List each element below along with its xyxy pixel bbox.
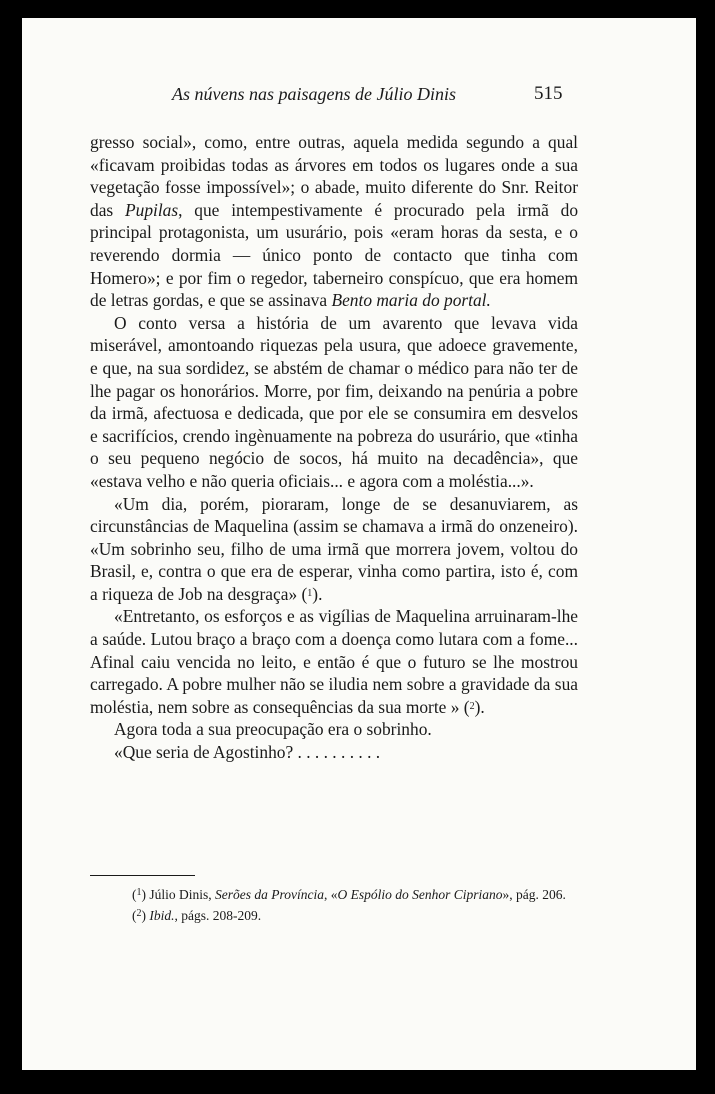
text-segment: , que intempestivamente é procurado pela irmã do principal protagonista, um usurário, pois «eram horas da sesta, e o reverendo dormia — único ponto de contacto que tinha com Homero»; e por fim o regedor, taberneiro conspícuo, que era homem de letras gordas, e que se assinava	[90, 199, 579, 311]
footnotes	[90, 883, 578, 925]
body-text	[90, 131, 578, 764]
text-segment: , págs. 208-209.	[174, 908, 262, 923]
footnote	[90, 883, 578, 904]
book-page	[22, 18, 696, 1070]
footnote-number: 2	[136, 908, 142, 919]
text-segment: «Que seria de Agostinho? . . . . . . . . . .	[114, 742, 381, 763]
paragraph	[90, 493, 578, 606]
italic-title: Serões da Província	[215, 887, 324, 902]
page-header	[22, 84, 696, 110]
page-number: 515	[534, 83, 563, 104]
footnote-number: 1	[136, 887, 142, 898]
text-segment: ).	[312, 583, 323, 604]
italic-signature: Bento maria do portal.	[331, 290, 491, 311]
text-segment: O conto versa a história de um avarento que levava vida miserável, amontoando riquezas pela usura, que adoece gravemente, e que, na sua sordidez, se abstém de chamar o médico para não ter de lhe pagar os honorários. Morre, por fim, deixando na penúria a pobre da irmã, afectuosa e dedicada, que por ele se consumira em desvelos e sacrifícios, crendo ingènuamente na pobreza do usurário, que «tinha o seu pequeno negócio de socos, há muito na decadência», que «estava velho e não queria oficiais... e agora com a moléstia...».	[90, 312, 578, 491]
text-segment: ).	[474, 696, 485, 717]
text-segment: gresso social», como, entre outras, aquela medida segundo a qual «ficavam proibidas todas as árvores em todos os lugares onde a sua vegetação fosse impossível»; o abade, muito diferente do Snr. Reitor das	[90, 132, 578, 220]
footnote-ref: 2	[469, 700, 475, 712]
text-segment: », pág. 206.	[502, 887, 566, 902]
footnote-rule	[90, 875, 195, 876]
text-segment: «Um dia, porém, pioraram, longe de se desanuviarem, as circunstâncias de Maquelina (assim se chamava a irmã do onzeneiro). «Um sobrinho seu, filho de uma irmã que morrera jovem, voltou do Brasil, e, contra o que era de esperar, vinha como partira, isto é, com a riqueza de Job na desgraça» (	[90, 493, 578, 604]
paragraph	[90, 741, 578, 764]
text-segment: Agora toda a sua preocupação era o sobrinho.	[114, 719, 432, 740]
footnote-ref: 1	[307, 587, 313, 599]
paragraph	[90, 131, 578, 312]
text-segment: )	[141, 908, 150, 923]
text-segment: ) Júlio Dinis,	[141, 887, 216, 902]
text-segment: (	[132, 887, 137, 902]
text-segment: , «	[324, 887, 338, 902]
running-title: As núvens nas paisagens de Júlio Dinis	[172, 84, 456, 104]
text-segment: (	[132, 908, 137, 923]
paragraph	[90, 605, 578, 718]
paragraph	[90, 312, 578, 493]
italic-abbrev: Ibid.	[149, 908, 175, 923]
italic-title: O Espólio do Senhor Cipriano	[337, 887, 503, 902]
footnote	[90, 904, 578, 925]
text-segment: «Entretanto, os esforços e as vigílias de Maquelina arruinaram-lhe a saúde. Lutou braço a braço com a doença como lutara com a fome... Afinal caiu vencida no leito, e então é que o futuro se lhe mostrou carregado. A pobre mulher não se iludia nem sobre a gravidade da sua moléstia, nem sobre as consequências da sua morte » (	[90, 606, 578, 717]
paragraph	[90, 718, 578, 741]
italic-title: Pupilas	[125, 199, 179, 220]
